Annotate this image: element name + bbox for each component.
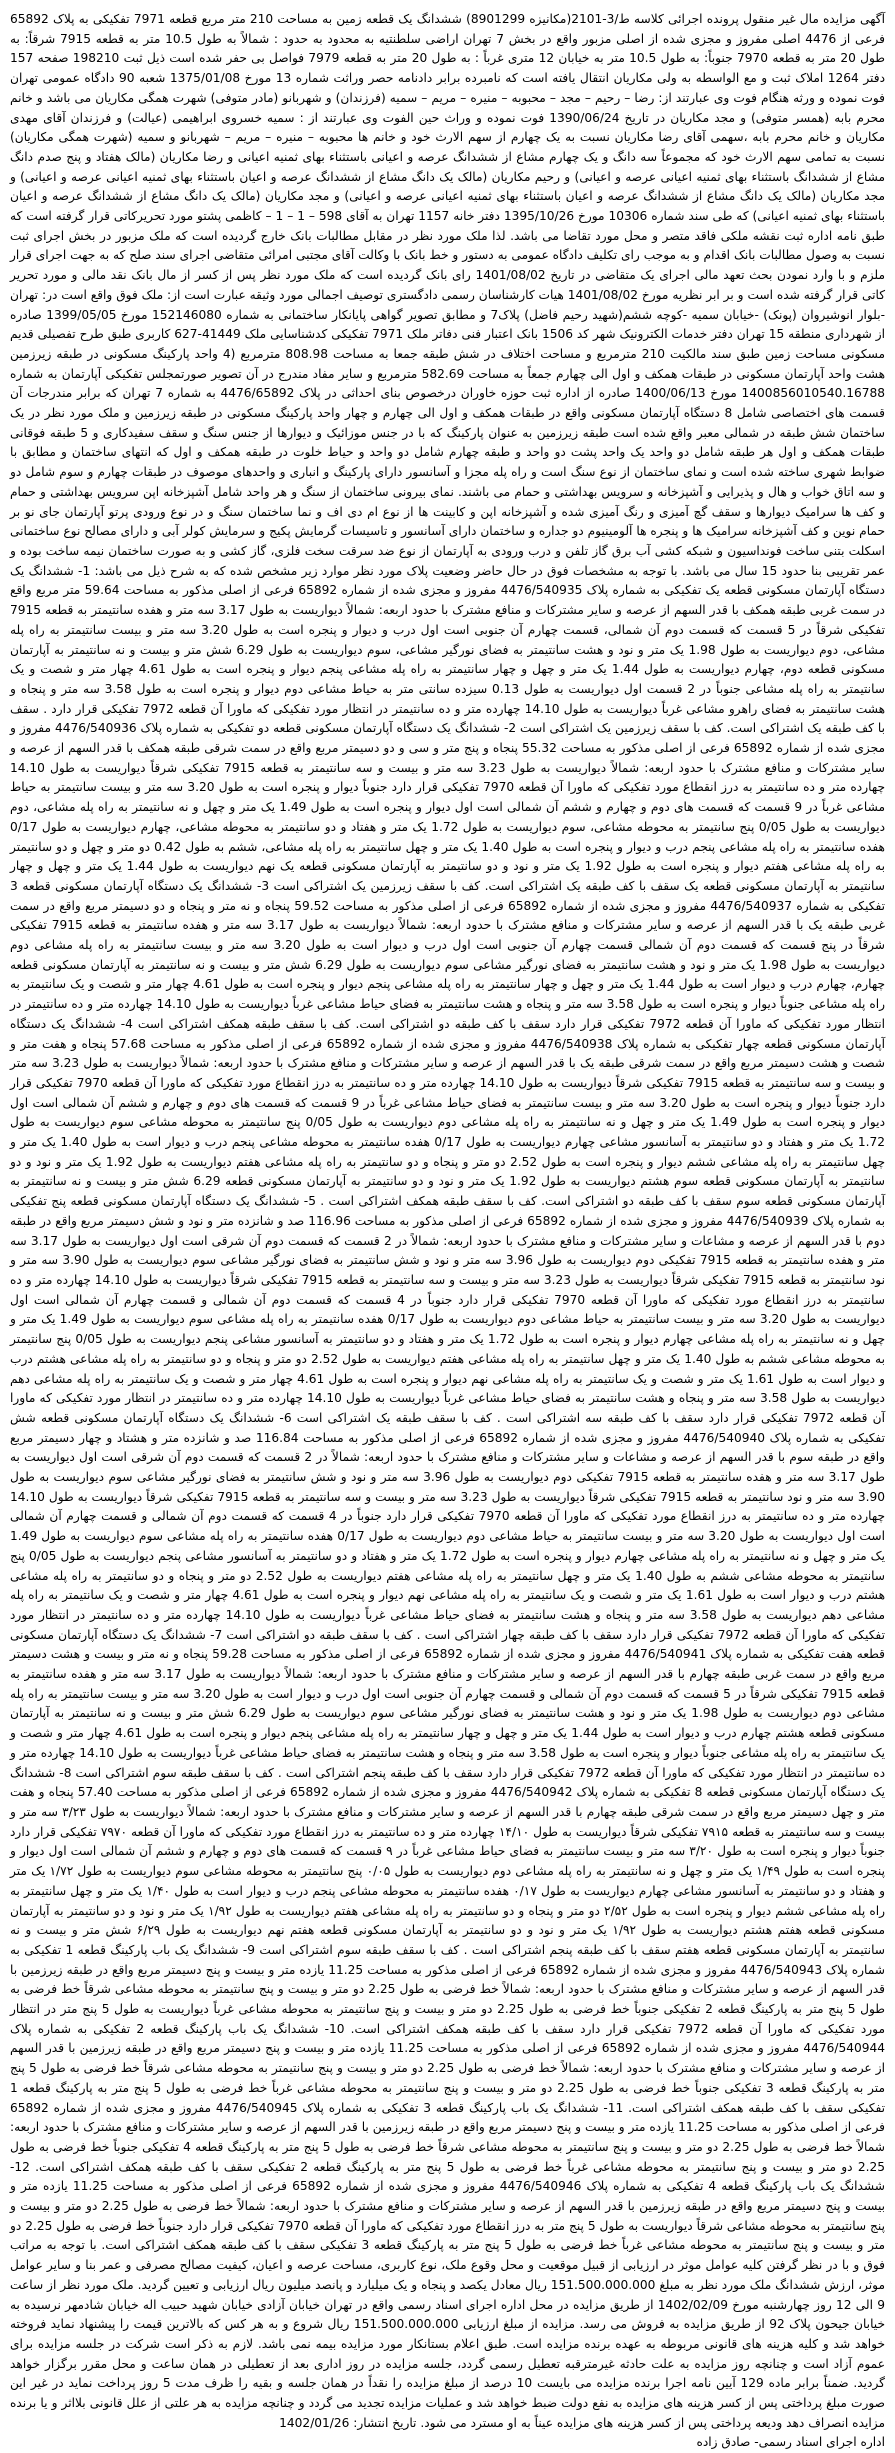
auction-notice-document <box>10 10 886 2450</box>
notice-body-text: آگهی مزایده مال غیر منقول پرونده اجرائی کلاسه ط/3-2101(مکانیزه 8901299) ششدانگ یک قطعه زمین به مساحت 210 متر مربع قطعه 7971 تفکیکی به پلاک 65892 فرعی از 4476 اصلی مفروز و مجزی شده از اصلی مزبور واقع در بخش 7 تهران اراضی سلطنتیه به محدود به حدود : شمالاً به طول 10.5 متر به قطعه 7915 شرقاً: به طول 20 متر به قطعه 7970 جنوباً: به طول 10.5 متر به خیابان 12 متری غرباً : به طول 20 متر به قطعه 7979 فواصل بی حفر شده است ذیل ثبت 198210 صفحه 157 دفتر 1264 املاک ثبت و مع الواسطه به ولی مکاریان انتقال یافته است که نامبرده برابر دادنامه حصر وراثت شماره 13 مورخ 1375/01/08 شعبه 90 دادگاه عمومی تهران فوت نموده و ورثه هنگام فوت وی عبارتند از: رضا – رحیم – مجد – محبوبه – منیره – مریم – سمیه (فرزندان) و شهربانو (مادر متوفی) شهرت همگی مکاریان می باشد و خانم محرم بابه (همسر متوفی) و مجد مکاریان در تاریخ 1390/06/24 فوت نموده و وراث حین الفوت وی عبارتند از : سمیه خسروی ابراهیمی (عیالت) و فرزندان آقای مهدی مکاریان و خانم محرم بابه ،سهمی آقای رضا مکاریان نسبت به یک چهارم از سهم الارث خود و خانم ها محبوبه – منیره – مریم – شهربانو و سمیه (شهرت همگی مکاریان) نسبت به تمامی سهم الارث خود که مجموعاً سه دانگ و یک چهارم مشاع از ششدانگ عرصه و اعیانی باستثناء بهای ثمنیه اعیانی و رضا مکاریان (مالک هفتاد و پنج صدم دانگ مشاع از ششدانگ باستثناء بهای ثمنیه اعیانی عرصه و اعیانی) و رحیم مکاریان (مالک یک دانگ مشاع از ششدانگ عرصه و اعیان باستثناء بهای ثمنیه اعیانی عرصه و اعیانی) و مجد مکاریان (مالک یک دانگ مشاع از ششدانگ عرصه و اعیان باستثناء بهای ثمنیه اعیانی عرصه و اعیانی) و مجد مکاریان (مالک یک دانگ مشاع از ششدانگ عرصه و اعیان باستثناء بهای ثمنیه اعیانی) که طی سند شماره 10306 مورخ 1395/10/26 دفتر خانه 1157 تهران به آقای 598 – 1 – 1 – کاظمی پشتو مورد تحریرکاتی قرار گرفته است که طبق نامه اداره ثبت نقشه ملکی فاقد متصر و محل مورد تقاضا می باشد. لذا ملک مورد نظر در مقابل مطالبات بانک خارج گردیده است که ملک مزبور در بخش اجرای ثبت نسبت به وصول مطالبات بانک اقدام و به موجب رای تکلیف دادگاه عمومی به دستور و خط بانک با وکالت آقای مجتبی امرائی متقاضی اجرای سند صلح که به جهت اجرای قرار ملزم و با وارد نمودن بحث تعهد مالی اجرای یک متقاضی در تاریخ 1401/08/02 رای بانک گردیده است که ملک مورد نظر پس از کسر از مال بانک نقد مالی و مورد تحریر کاتی قرار گرفته شده است و بر ابر نظریه مورخ 1401/08/02 هیات کارشناسان رسمی دادگستری توصیف اجمالی مورد وثیقه عبارت است از: ملک فوق واقع است در: تهران -بلوار انوشیروان (پونک) -خیابان سمیه -کوچه ششم(شهید رحیم فاضل) پلاک7 و مطابق تصویر گواهی پایانکار ساختمانی به شماره 152146080 مورخ 1399/05/05 صادره از شهرداری منطقه 15 تهران دفتر خدمات الکترونیک شهر کد 1506 بانک اعتبار فنی دفاتر ملک 7971 تفکیکی کدشناسایی ملک 41449-627 کاربری طبق طرح تفصیلی قدیم مسکونی مساحت زمین طبق سند مالکیت 210 مترمربع و مساحت اختلاف در شش طبقه جمعا به مساحت 808.98 مترمربع (4 واحد پارکینگ مسکونی در طبقه زیرزمین هشت واحد آپارتمان مسکونی در طبقات همکف و اول الی چهارم جمعاً به مساحت 582.69 مترمربع و سایر مفاد مندرج در آن تصویر صورتمجلس تفکیکی آپارتمان به شماره 1400856010540.16788 مورخ 1400/06/13 صادره از اداره ثبت حوزه خاوران درخصوص بنای احداثی در پلاک 4476/65892 به شماره 7 تهران که برابر مندرجات آن قسمت های اختصاصی شامل 8 دستگاه آپارتمان مسکونی واقع در طبقات همکف و اول الی چهارم و چهار واحد پارکینگ مسکونی در طبقه زیرزمین و ملک مورد نظر در یک ساختمان شش طبقه در شمالی معبر واقع شده است طبقه زیرزمین به عنوان پارکینگ که با در جنس موزائیک و دیوارها از جنس سنگ و سقف سفیدکاری و 5 طبقه فوقانی طبقات همکف و اول هر طبقه شامل دو واحد یک واحد پشت دو واحد و طبقه چهارم شامل دو واحد و حیاط خلوت در طبقه همکف و اول که انتهای ساختمان و مطابق با ضوابط شهری ساخته شده است و نمای ساختمان از نوع سنگ است و راه پله مجزا و آسانسور دارای پارکینگ و انباری و واحدهای موصوف در طبقات چهارم و سوم شامل دو و سه اتاق خواب و هال و پذیرایی و آشپزخانه و سرویس بهداشتی و حمام می باشند. نمای بیرونی ساختمان از سنگ و هر واحد شامل آشپزخانه اپن سرویس بهداشتی و حمام و کف ها سرامیک دیوارها و سقف گچ آمیزی و رنگ آمیزی شده و آشپزخانه اپن و کابینت ها از نوع ام دی اف و نما ساختمان سنگ و در نوع ورودی پرتو آپارتمان جای نو بر حمام نوین و کف آشپزخانه سرامیک ها و پنجره ها آلومینیوم دو جداره و ساختمان دارای آسانسور و تاسیسات گرمایش پکیج و سرمایش کولر آبی و دارای مصالح نوع ساختمانی اسکلت بتنی ساخت فونداسیون و شبکه کشی آب برق گاز تلفن و درب ورودی به آپارتمان از نوع ضد سرقت سخت فلزی، گاز کشی و به صورت ساختمان نیمه ساخت بوده و عمر تقریبی بنا حدود 15 سال می باشد. با توجه به مشخصات فوق در حال حاضر وضعیت پلاک مورد نظر موارد زیر مشخص شده که به شرح ذیل می باشد: 1- ششدانگ یک دستگاه آپارتمان مسکونی قطعه یک تفکیکی به شماره پلاک 4476/540935 مفروز و مجزی شده از شماره 65892 فرعی از اصلی مذکور به مساحت 59.64 متر مربع واقع در سمت غربی طبقه همکف با قدر السهم از عرصه و سایر مشترکات و منافع مشترک با حدود اربعه: شمالاً دیواریست به طول 3.17 سه متر و هفده سانتیمتر به قطعه 7915 تفکیکی شرقاً در 5 قسمت که قسمت دوم آن شمالی، قسمت چهارم آن جنوبی است اول درب و دیوار و پنجره است به طول 3.20 سه متر و بیست سانتیمتر به راه پله مشاعی، دوم دیواریست به طول 1.98 یک متر و نود و هشت سانتیمتر به فضای نورگیر مشاعی، سوم دیواریست به طول 6.29 شش متر و بیست و نه سانتیمتر به آپارتمان مسکونی قطعه دوم، چهارم دیواریست به طول 1.44 یک متر و چهل و چهار سانتیمتر به راه پله مشاعی پنجم دیوار و پنجره است به طول 4.61 چهار متر و شصت و یک سانتیمتر به راه پله مشاعی جنوباً در 2 قسمت اول دیواریست به طول 0.13 سیزده سانتی متر به حیاط مشاعی دوم دیوار و پنجره است به طول 3.58 سه متر و پنجاه و هشت سانتیمتر به فضای راهرو مشاعی غرباً دیواریست به طول 14.10 چهارده متر و ده سانتیمتر در انتظار مورد تفکیکی که ماورا آن قطعه 7972 تفکیکی قرار دارد . سقف با کف طبقه یک اشتراکی است. کف با سقف زیرزمین یک اشتراکی است 2- ششدانگ یک دستگاه آپارتمان مسکونی قطعه دو تفکیکی به شماره پلاک 4476/540936 مفروز و مجزی شده از شماره 65892 فرعی از اصلی مذکور به مساحت 55.32 پنجاه و پنج متر و سی و دو دسیمتر مربع واقع در سمت شرقی طبقه همکف با قدر السهم از عرصه و سایر مشترکات و منافع مشترک با حدود اربعه: شمالاً دیواریست به طول 3.23 سه متر و بیست و سه سانتیمتر به قطعه 7915 تفکیکی شرقاً دیواریست به طول 14.10 چهارده متر و ده سانتیمتر به درز انقطاع مورد تفکیکی که ماورا آن قطعه 7970 تفکیکی قرار دارد جنوباً دیوار و پنجره است به طول 3.20 سه متر و بیست سانتیمتر به حیاط مشاعی غرباً در 9 قسمت که قسمت های دوم و چهارم و ششم آن شمالی است اول دیوار و پنجره است به طول 1.49 یک متر و چهل و نه سانتیمتر به راه پله مشاعی، دوم دیواریست به طول 0/05 پنج سانتیمتر به محوطه مشاعی، سوم دیواریست به طول 1.72 یک متر و هفتاد و دو سانتیمتر به محوطه مشاعی، چهارم دیواریست به طول 0/17 هفده سانتیمتر به راه پله مشاعی پنجم درب و دیوار و پنجره است به طول 1.40 یک متر و چهل سانتیمتر به راه پله مشاعی، ششم به طول 0.42 دو متر و چهل و دو سانتیمتر به راه پله مشاعی هفتم دیوار و پنجره است به طول 1.92 یک متر و نود و دو سانتیمتر به آپارتمان مسکونی قطعه یک نهم دیواریست به طول 1.44 یک متر و چهل و چهار سانتیمتر به آپارتمان مسکونی قطعه یک سقف با کف طبقه یک اشتراکی است. کف با سقف زیرزمین یک اشتراکی است 3- ششدانگ یک دستگاه آپارتمان مسکونی قطعه 3 تفکیکی به شماره 4476/540937 مفروز و مجزی شده از شماره 65892 فرعی از اصلی مذکور به مساحت 59.52 پنجاه و نه متر و پنجاه و دو دسیمتر مربع واقع در سمت غربی طبقه یک با قدر السهم از عرصه و سایر مشترکات و منافع مشترک با حدود اربعه: شمالاً دیواریست به طول 3.17 سه متر و هفده سانتیمتر به قطعه 7915 تفکیکی شرقاً در پنج قسمت که قسمت دوم آن شمالی قسمت چهارم آن جنوبی است اول درب و دیوار است به طول 3.20 سه متر و بیست سانتیمتر به راه پله مشاعی دوم دیواریست به طول 1.98 یک متر و نود و هشت سانتیمتر به فضای نورگیر مشاعی سوم دیواریست به طول 6.29 شش متر و بیست و نه سانتیمتر به آپارتمان مسکونی قطعه چهارم، چهارم درب و دیوار است به طول 1.44 یک متر و چهل و چهار سانتیمتر به راه پله مشاعی پنجم دیوار و پنجره است به طول 4.61 چهار متر و شصت و یک سانتیمتر به راه پله مشاعی جنوباً دیوار و پنجره است به طول 3.58 سه متر و پنجاه و هشت سانتیمتر به فضای حیاط مشاعی غرباً دیواریست به طول 14.10 چهارده متر و ده سانتیمتر در انتظار مورد تفکیکی که ماورا آن قطعه 7972 تفکیکی قرار دارد سقف با کف طبقه دو اشتراکی است. کف با سقف طبقه همکف اشتراکی است 4- ششدانگ یک دستگاه آپارتمان مسکونی قطعه چهار تفکیکی به شماره پلاک 4476/540938 مفروز و مجزی شده از شماره 65892 فرعی از اصلی مذکور به مساحت 57.68 پنجاه و هفت متر و شصت و هشت دسیمتر مربع واقع در سمت شرقی طبقه یک با قدر السهم از عرصه و سایر مشترکات و منافع مشترک با حدود اربعه: شمالاً دیواریست به طول 3.23 سه متر و بیست و سه سانتیمتر به قطعه 7915 تفکیکی شرقاً دیواریست به طول 14.10 چهارده متر و ده سانتیمتر به درز انقطاع مورد تفکیکی که ماورا آن قطعه 7970 تفکیکی قرار دارد جنوباً دیوار و پنجره است به طول 3.20 سه متر و بیست سانتیمتر به فضای حیاط مشاعی غرباً در 9 قسمت که قسمت های دوم و چهارم و ششم آن شمالی است اول دیوار و پنجره است به طول 1.49 یک متر و چهل و نه سانتیمتر به راه پله مشاعی دوم دیواریست به طول 0/05 پنج سانتیمتر به محوطه مشاعی سوم دیواریست به طول 1.72 یک متر و هفتاد و دو سانتیمتر به آسانسور مشاعی چهارم دیواریست به طول 0/17 هفده سانتیمتر به محوطه مشاعی پنجم درب و دیوار است به طول 1.40 یک متر و چهل سانتیمتر به راه پله مشاعی ششم دیوار و پنجره است به طول 2.52 دو متر و پنجاه و دو سانتیمتر به راه پله مشاعی هفتم دیواریست به طول 1.92 یک متر و نود و دو سانتیمتر به آپارتمان مسکونی قطعه سوم هشتم دیواریست به طول 1.92 یک متر و نود و دو سانتیمتر به آپارتمان مسکونی قطعه 6.29 شش متر و بیست و نه سانتیمتر به آپارتمان مسکونی قطعه سوم سقف با کف طبقه دو اشتراکی است. کف با سقف طبقه همکف اشتراکی است . 5- ششدانگ یک دستگاه آپارتمان مسکونی قطعه پنج تفکیکی به شماره پلاک 4476/540939 مفروز و مجزی شده از شماره 65892 فرعی از اصلی مذکور به مساحت 116.96 صد و شانزده متر و نود و شش دسیمتر مربع واقع در طبقه دوم با قدر السهم از عرصه و مشاعات و سایر مشترکات و منافع مشترک با حدود اربعه: شمالاً در 2 قسمت که قسمت دوم آن شرقی است اول دیواریست به طول 3.17 سه متر و هفده سانتیمتر به قطعه 7915 تفکیکی دوم دیواریست به طول 3.96 سه متر و نود و شش سانتیمتر به فضای نورگیر مشاعی سوم دیواریست به طول 3.90 سه متر و نود سانتیمتر به قطعه 7915 تفکیکی شرقاً دیواریست به طول 3.23 سه متر و بیست و سه سانتیمتر به قطعه 7915 تفکیکی شرقاً دیواریست به طول 14.10 چهارده متر و ده سانتیمتر به درز انقطاع مورد تفکیکی که ماورا آن قطعه 7970 تفکیکی قرار دارد جنوباً در 4 قسمت که قسمت دوم آن شمالی و قسمت چهارم آن شمالی است اول دیواریست به طول 3.20 سه متر و بیست سانتیمتر به حیاط مشاعی دوم دیواریست به طول 0/17 هفده سانتیمتر به راه پله مشاعی سوم دیواریست به طول 1.49 یک متر و چهل و نه سانتیمتر به راه پله مشاعی چهارم دیوار و پنجره است به طول 1.72 یک متر و هفتاد و دو سانتیمتر به آسانسور مشاعی پنجم دیواریست به طول 0/05 پنج سانتیمتر به محوطه مشاعی ششم به طول 1.40 یک متر و چهل سانتیمتر به راه پله مشاعی هفتم دیواریست به طول 2.52 دو متر و پنجاه و دو سانتیمتر به راه پله مشاعی هشتم درب و دیوار است به طول 1.61 یک متر و شصت و یک سانتیمتر به راه پله مشاعی نهم دیوار و پنجره است به طول 4.61 چهار متر و شصت و یک سانتیمتر به راه پله مشاعی دهم دیواریست به طول 3.58 سه متر و پنجاه و هشت سانتیمتر به فضای حیاط مشاعی غرباً دیواریست به طول 14.10 چهارده متر و ده سانتیمتر در انتظار مورد تفکیکی که ماورا آن قطعه 7972 تفکیکی قرار دارد سقف با کف طبقه سه اشتراکی است . کف با سقف طبقه یک اشتراکی است 6- ششدانگ یک دستگاه آپارتمان مسکونی قطعه شش تفکیکی به شماره پلاک 4476/540940 مفروز و مجزی شده از شماره 65892 فرعی از اصلی مذکور به مساحت 116.84 صد و شانزده متر و هشتاد و چهار دسیمتر مربع واقع در طبقه سوم با قدر السهم از عرصه و مشاعات و سایر مشترکات و منافع مشترک با حدود اربعه: شمالاً در 2 قسمت که قسمت دوم آن شرقی است اول دیواریست به طول 3.17 سه متر و هفده سانتیمتر به قطعه 7915 تفکیکی دوم دیواریست به طول 3.96 سه متر و نود و شش سانتیمتر به فضای نورگیر مشاعی سوم دیواریست به طول 3.90 سه متر و نود سانتیمتر به قطعه 7915 تفکیکی شرقاً دیواریست به طول 3.23 سه متر و بیست و سه سانتیمتر به قطعه 7915 تفکیکی شرقاً دیواریست به طول 14.10 چهارده متر و ده سانتیمتر به درز انقطاع مورد تفکیکی که ماورا آن قطعه 7970 تفکیکی قرار دارد جنوباً در 4 قسمت که قسمت دوم آن شمالی و قسمت چهارم آن شمالی است اول دیواریست به طول 3.20 سه متر و بیست سانتیمتر به حیاط مشاعی دوم دیواریست به طول 0/17 هفده سانتیمتر به راه پله مشاعی سوم دیواریست به طول 1.49 یک متر و چهل و نه سانتیمتر به راه پله مشاعی چهارم دیوار و پنجره است به طول 1.72 یک متر و هفتاد و دو سانتیمتر به آسانسور مشاعی پنجم دیواریست به طول 0/05 پنج سانتیمتر به محوطه مشاعی ششم به طول 1.40 یک متر و چهل سانتیمتر به راه پله مشاعی هفتم دیواریست به طول 2.52 دو متر و پنجاه و دو سانتیمتر به راه پله مشاعی هشتم درب و دیوار است به طول 1.61 یک متر و شصت و یک سانتیمتر به راه پله مشاعی نهم دیوار و پنجره است به طول 4.61 چهار متر و شصت و یک سانتیمتر به راه پله مشاعی دهم دیواریست به طول 3.58 سه متر و پنجاه و هشت سانتیمتر به فضای حیاط مشاعی غرباً دیواریست به طول 14.10 چهارده متر و ده سانتیمتر در انتظار مورد تفکیکی که ماورا آن قطعه 7972 تفکیکی قرار دارد سقف با کف طبقه چهار اشتراکی است . کف با سقف طبقه دو اشتراکی است 7- ششدانگ یک دستگاه آپارتمان مسکونی قطعه هفت تفکیکی به شماره پلاک 4476/540941 مفروز و مجزی شده از شماره 65892 فرعی از اصلی مذکور به مساحت 59.28 پنجاه و نه متر و بیست و هشت دسیمتر مربع واقع در سمت غربی طبقه چهارم با قدر السهم از عرصه و سایر مشترکات و منافع مشترک با حدود اربعه: شمالاً دیواریست به طول 3.17 سه متر و هفده سانتیمتر به قطعه 7915 تفکیکی شرقاً در 5 قسمت که قسمت دوم آن شمالی و قسمت چهارم آن جنوبی است اول درب و دیوار است به طول 3.20 سه متر و بیست سانتیمتر به راه پله مشاعی دوم دیواریست به طول 1.98 یک متر و نود و هشت سانتیمتر به فضای نورگیر مشاعی سوم دیواریست به طول 6.29 شش متر و بیست و نه سانتیمتر به آپارتمان مسکونی قطعه هشتم چهارم درب و دیوار است به طول 1.44 یک متر و چهل و چهار سانتیمتر به راه پله مشاعی پنجم دیوار و پنجره است به طول 4.61 چهار متر و شصت و یک سانتیمتر به راه پله مشاعی جنوباً دیوار و پنجره است به طول 3.58 سه متر و پنجاه و هشت سانتیمتر به فضای حیاط مشاعی غرباً دیواریست به طول 14.10 چهارده متر و ده سانتیمتر در انتظار مورد تفکیکی که ماورا آن قطعه 7972 تفکیکی قرار دارد سقف با کف طبقه پنجم اشتراکی است . کف با سقف طبقه سوم اشتراکی است 8- ششدانگ یک دستگاه آپارتمان مسکونی قطعه 8 تفکیکی به شماره پلاک 4476/540942 مفروز و مجزی شده از شماره 65892 فرعی از اصلی مذکور به مساحت 57.40 پنجاه و هفت متر و چهل دسیمتر مربع واقع در سمت شرقی طبقه چهارم با قدر السهم از عرصه و سایر مشترکات و منافع مشترک با حدود اربعه: شمالاً دیواریست به طول ۳/۲۳ سه متر و بیست و سه سانتیمتر به قطعه ۷۹۱۵ تفکیکی شرقاً دیواریست به طول ۱۴/۱۰ چهارده متر و ده سانتیمتر به درز انقطاع مورد تفکیکی که ماورا آن قطعه ۷۹۷۰ تفکیکی قرار دارد جنوباً دیوار و پنجره است به طول ۳/۲۰ سه متر و بیست سانتیمتر به فضای حیاط مشاعی غرباً در ۹ قسمت که قسمت های دوم و چهارم و ششم آن شمالی است اول دیوار و پنجره است به طول ۱/۴۹ یک متر و چهل و نه سانتیمتر به راه پله مشاعی دوم دیواریست به طول ۰/۰۵ پنج سانتیمتر به محوطه مشاعی سوم دیواریست به طول ۱/۷۲ یک متر و هفتاد و دو سانتیمتر به آسانسور مشاعی چهارم دیواریست به طول ۰/۱۷ هفده سانتیمتر به محوطه مشاعی پنجم درب و دیوار است به طول ۱/۴۰ یک متر و چهل سانتیمتر به راه پله مشاعی ششم دیوار و پنجره است به طول ۲/۵۲ دو متر و پنجاه و دو سانتیمتر به راه پله مشاعی هفتم دیواریست به طول ۱/۹۲ یک متر و نود و دو سانتیمتر به آپارتمان مسکونی قطعه هفتم هشتم دیواریست به طول ۱/۹۲ یک متر و نود و دو سانتیمتر به آپارتمان مسکونی قطعه هفتم نهم دیواریست به طول ۶/۲۹ شش متر و بیست و نه سانتیمتر به آپارتمان مسکونی قطعه هفتم سقف با کف طبقه پنجم اشتراکی است . کف با سقف طبقه سوم اشتراکی است 9- ششدانگ یک باب پارکینگ قطعه 1 تفکیکی به شماره پلاک 4476/540943 مفروز و مجزی شده از شماره 65892 فرعی از اصلی مذکور به مساحت 11.25 یازده متر و بیست و پنج دسیمتر مربع واقع در طبقه زیرزمین با قدر السهم از عرصه و سایر مشترکات و منافع مشترک با حدود اربعه: شمالاً خط فرضی به طول 2.25 دو متر و بیست و پنج سانتیمتر به محوطه مشاعی شرقاً خط فرضی به طول 5 پنج متر به پارکینگ قطعه 2 تفکیکی جنوباً خط فرضی به طول 2.25 دو متر و بیست و پنج سانتیمتر به محوطه مشاعی غرباً دیواریست به طول 5 پنج متر در انتظار مورد تفکیکی که ماورا آن قطعه 7972 تفکیکی قرار دارد سقف با کف طبقه همکف اشتراکی است. 10- ششدانگ یک باب پارکینگ قطعه 2 تفکیکی به شماره پلاک 4476/540944 مفروز و مجزی شده از شماره 65892 فرعی از اصلی مذکور به مساحت 11.25 یازده متر و بیست و پنج دسیمتر مربع واقع در طبقه زیرزمین با قدر السهم از عرصه و سایر مشترکات و منافع مشترک با حدود اربعه: شمالاً خط فرضی به طول 2.25 دو متر و بیست و پنج سانتیمتر به محوطه مشاعی شرقاً خط فرضی به طول 5 پنج متر به پارکینگ قطعه 3 تفکیکی جنوباً خط فرضی به طول 2.25 دو متر و بیست و پنج سانتیمتر به محوطه مشاعی غرباً خط فرضی به طول 5 پنج متر به پارکینگ قطعه 1 تفکیکی سقف با کف طبقه همکف اشتراکی است. 11- ششدانگ یک باب پارکینگ قطعه 3 تفکیکی به شماره پلاک 4476/540945 مفروز و مجزی شده از شماره 65892 فرعی از اصلی مذکور به مساحت 11.25 یازده متر و بیست و پنج دسیمتر مربع واقع در طبقه زیرزمین با قدر السهم از عرصه و سایر مشترکات و منافع مشترک با حدود اربعه: شمالاً خط فرضی به طول 2.25 دو متر و بیست و پنج سانتیمتر به محوطه مشاعی شرقاً خط فرضی به طول 5 پنج متر به پارکینگ قطعه 4 تفکیکی جنوباً خط فرضی به طول 2.25 دو متر و بیست و پنج سانتیمتر به محوطه مشاعی غرباً خط فرضی به طول 5 پنج متر به پارکینگ قطعه 2 تفکیکی سقف با کف طبقه همکف اشتراکی است. 12- ششدانگ یک باب پارکینگ قطعه 4 تفکیکی به شماره پلاک 4476/540946 مفروز و مجزی شده از شماره 65892 فرعی از اصلی مذکور به مساحت 11.25 یازده متر و بیست و پنج دسیمتر مربع واقع در طبقه زیرزمین با قدر السهم از عرصه و سایر مشترکات و منافع مشترک با حدود اربعه: شمالاً خط فرضی به طول 2.25 دو متر و بیست و پنج سانتیمتر به محوطه مشاعی شرقاً دیواریست به طول 5 پنج متر به درز انقطاع مورد تفکیکی که ماورا آن قطعه 7970 تفکیکی قرار دارد جنوباً خط فرضی به طول 2.25 دو متر و بیست و پنج سانتیمتر به محوطه مشاعی غرباً خط فرضی به طول 5 پنج متر به پارکینگ قطعه 3 تفکیکی سقف با کف طبقه همکف اشتراکی است. با توجه به مراتب فوق و با در نظر گرفتن کلیه عوامل موثر در ارزیابی از قبیل موقعیت و محل وقوع ملک، نوع کاربری، مساحت عرصه و اعیان، کیفیت مصالح مصرفی و عمر بنا و سایر عوامل موثر، ارزش ششدانگ ملک مورد نظر به مبلغ 151.500.000.000 ریال معادل یکصد و پنجاه و یک میلیارد و پانصد میلیون ریال ارزیابی و تعیین گردید. ملک مورد نظر از ساعت 9 الی 12 روز چهارشنبه مورخ 1402/02/09 از طریق مزایده در محل اداره اجرای اسناد رسمی واقع در تهران خیابان آزادی خیابان شهید حبیب اله خیابان شادمهر نرسیده به خیابان جیحون پلاک 92 از طریق مزایده به فروش می رسد. مزایده از مبلغ ارزیابی 151.500.000.000 ریال شروع و به هر کس که بالاترین قیمت را پیشنهاد نماید فروخته خواهد شد و کلیه هزینه های قانونی مربوطه به عهده برنده مزایده است. طبق اعلام بستانکار مورد مزایده بیمه نمی باشد. لازم به ذکر است شرکت در جلسه مزایده برای عموم آزاد است و چنانچه روز مزایده به علت حادثه غیرمترقبه تعطیل رسمی گردد، جلسه مزایده در روز اداری بعد از تعطیلی در همان ساعت و محل مقرر برگزار خواهد گردید. ضمناً برابر ماده 129 آیین نامه اجرا برنده مزایده می بایست 10 درصد از مبلغ مزایده را نقداً در همان جلسه و بقیه را ظرف مدت 5 روز پرداخت نماید در غیر این صورت مبلغ پرداختی پس از کسر هزینه های مزایده به نفع دولت ضبط خواهد شد و عملیات مزایده تجدید می گردد و چنانچه مزایده به هر علتی از علل قانونی بلااثر و یا برنده مزایده انصراف دهد ودیعه پرداختی پس از کسر هزینه های مزایده عیناً به او مسترد می شود. تاریخ انتشار: 1402/01/26 <box>10 12 886 2430</box>
notice-signature: اداره اجرای اسناد رسمی- صادق زاده <box>696 2435 885 2450</box>
